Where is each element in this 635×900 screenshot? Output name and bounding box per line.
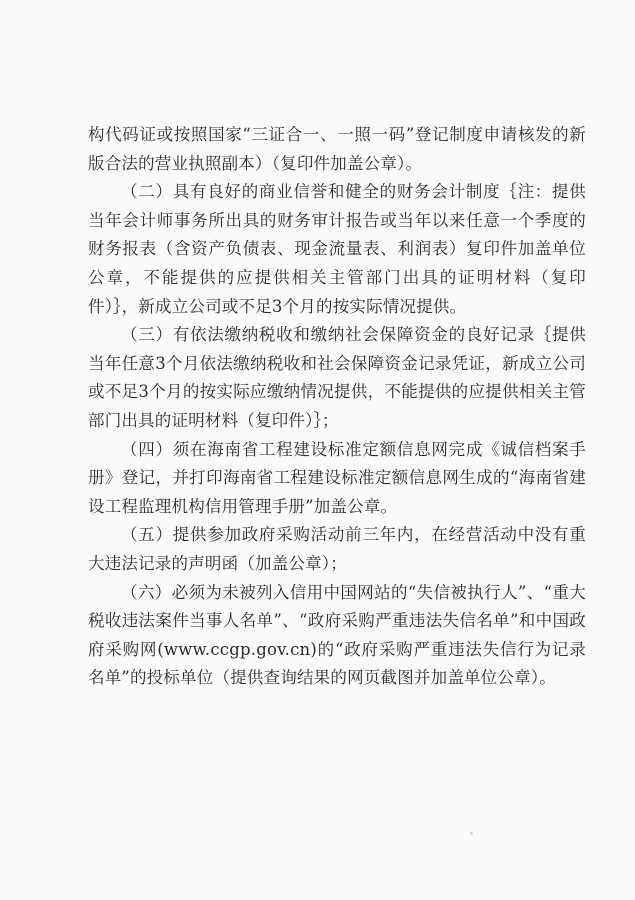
paragraph-item-6: （六）必须为未被列入信用中国网站的“失信被执行人”、“重大税收违法案件当事人名单”、“政府采购严重违法失信名单”和中国政府采购网(www.ccgp.gov.cn)的“政府采购严重违法失信行为记录名单”的投标单位（提供查询结果的网页截图并加盖单位公章）。 [88, 582, 586, 688]
paragraph-item-3: （三）有依法缴纳税收和缴纳社会保障资金的良好记录｛提供当年任意3个月依法缴纳税收和社会保障资金记录凭证，新成立公司或不足3个月的按实际应缴纳情况提供，不能提供的应提供相关主管部门出具的证明材料（复印件）｝； [88, 325, 586, 430]
paragraph-item-2: （二）具有良好的商业信誉和健全的财务会计制度｛注：提供当年会计师事务所出具的财务审计报告或当年以来任意一个季度的财务报表（含资产负债表、现金流量表、利润表）复印件加盖单位公章，不能提供的应提供相关主管部门出具的证明材料（复印件）｝，新成立公司或不足3个月的按实际情况提供。 [88, 182, 586, 316]
document-body [88, 121, 586, 693]
paragraph-item-5: （五）提供参加政府采购活动前三年内，在经营活动中没有重大违法记录的声明函（加盖公章）； [88, 525, 586, 573]
paragraph-continuation: 构代码证或按照国家“三证合一、一照一码”登记制度申请核发的新版合法的营业执照副本）（复印件加盖公章）。 [88, 125, 586, 173]
paragraph-item-4: （四）须在海南省工程建设标准定额信息网完成《诚信档案手册》登记，并打印海南省工程建设标准定额信息网生成的“海南省建设工程监理机构信用管理手册”加盖公章。 [88, 439, 586, 516]
scan-speck [470, 832, 473, 835]
